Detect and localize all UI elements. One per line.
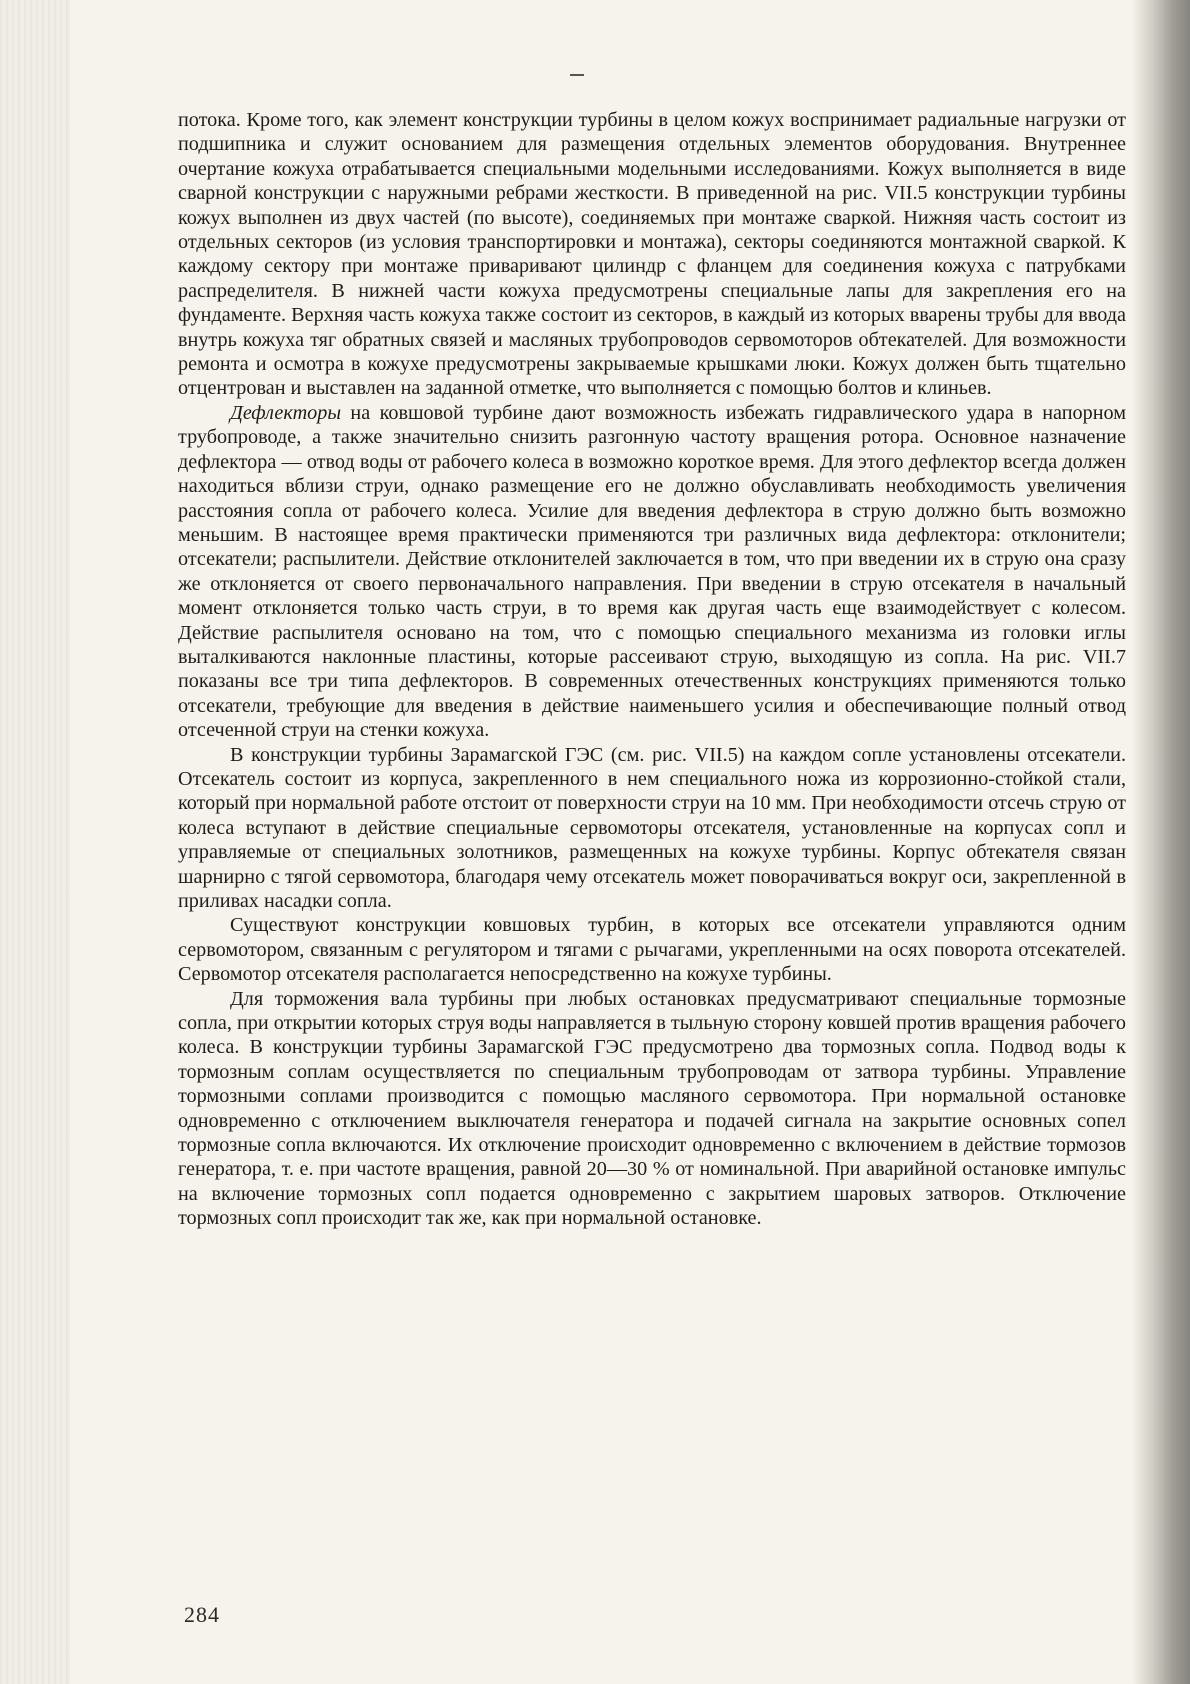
scan-mark [570, 74, 584, 76]
term-deflectors: Дефлекторы [230, 401, 342, 424]
page-number: 284 [184, 1602, 220, 1627]
paragraph-deflectors-text: на ковшовой турбине дают возможность избежать гидравлического удара в напорном трубопроводе, а также значительно снизить разгонную частоту вращения ротора. Основное назначение дефлектора — отвод воды от рабочего колеса в возможно короткое время. Для этого дефлектор всегда должен находиться вблизи струи, однако размещение его не должно обуславливать необходимость увеличения расстояния сопла от рабочего колеса. Усилие для введения дефлектора в струю должно быть возможно меньшим. В настоящее время практически применяются три различных вида дефлектора: отклонители; отсекатели; распылители. Действие отклонителей заключается в том, что при введении их в струю она сразу же отклоняется от своего первоначального направления. При введении в струю отсекателя в начальный момент отклоняется только часть струи, в то время как другая часть еще взаимодействует с колесом. Действие распылителя основано на том, что с помощью специального механизма из головки иглы выталкиваются наклонные пластины, которые рассеивают струю, выходящую из сопла. На рис. VII.7 показаны все три типа дефлекторов. В современных отечественных конструкциях применяются только отсекатели, требующие для введения в действие наименьшего усилия и обеспечивающие полный отвод отсеченной струи на стенки кожуха. [178, 401, 1126, 742]
paragraph-single-servomotor: Существуют конструкции ковшовых турбин, в которых все отсекатели управляются одним сервомотором, связанным с регулятором и тягами с рычагами, укрепленными на осях поворота отсекателей. Сервомотор отсекателя располагается непосредственно на кожухе турбины. [178, 914, 1126, 986]
paragraph-deflectors [178, 401, 1126, 743]
paragraph-brake-nozzles: Для торможения вала турбины при любых остановках предусматривают специальные тормозные сопла, при открытии которых струя воды направляется в тыльную сторону ковшей против вращения рабочего колеса. В конструкции турбины Зарамагской ГЭС предусмотрено два тормозных сопла. Подвод воды к тормозным соплам осуществляется по специальным трубопроводам от затвора турбины. Управление тормозными соплами производится с помощью масляного сервомотора. При нормальной остановке одновременно с отключением выключателя генератора и подачей сигнала на закрытие основных сопел тормозные сопла включаются. Их отключение происходит одновременно с включением в действие тормозов генератора, т. е. при частоте вращения, равной 20—30 % от номинальной. При аварийной остановке импульс на включение тормозных сопл подается одновременно с закрытием шаровых затворов. Отключение тормозных сопл происходит так же, как при нормальной остановке. [178, 987, 1126, 1230]
paragraph-casing: потока. Кроме того, как элемент конструкции турбины в целом кожух воспринимает радиальные нагрузки от подшипника и служит основанием для размещения отдельных элементов оборудования. Внутреннее очертание кожуха отрабатывается специальными модельными исследованиями. Кожух выполняется в виде сварной конструкции с наружными ребрами жесткости. В приведенной на рис. VII.5 конструкции турбины кожух выполнен из двух частей (по высоте), соединяемых при монтаже сваркой. Нижняя часть состоит из отдельных секторов (из условия транспортировки и монтажа), секторы соединяются монтажной сваркой. К каждому сектору при монтаже приваривают цилиндр с фланцем для соединения кожуха с патрубками распределителя. В нижней части кожуха предусмотрены специальные лапы для закрепления его на фундаменте. Верхняя часть кожуха также состоит из секторов, в каждый из которых вварены трубы для ввода внутрь кожуха тяг обратных связей и масляных трубопроводов сервомоторов обтекателей. Для возможности ремонта и осмотра в кожухе предусмотрены закрываемые крышками люки. Кожух должен быть тщательно отцентрован и выставлен на заданной отметке, что выполняется с помощью болтов и клиньев. [178, 109, 1126, 400]
body-text [178, 108, 1126, 1231]
paragraph-zaramag-cutters: В конструкции турбины Зарамагской ГЭС (см. рис. VII.5) на каждом сопле установлены отсекатели. Отсекатель состоит из корпуса, закрепленного в нем специального ножа из коррозионно-стойкой стали, который при нормальной работе отстоит от поверхности струи на 10 мм. При необходимости отсечь струю от колеса вступают в действие специальные сервомоторы отсекателя, установленные на корпусах сопл и управляемые от специальных золотников, размещенных на кожухе турбины. Корпус обтекателя связан шарнирно с тягой сервомотора, благодаря чему отсекатель может поворачиваться вокруг оси, закрепленной в приливах насадки сопла. [178, 743, 1126, 912]
binding-shadow [0, 0, 70, 1684]
page-edge-shadow [1132, 0, 1190, 1684]
